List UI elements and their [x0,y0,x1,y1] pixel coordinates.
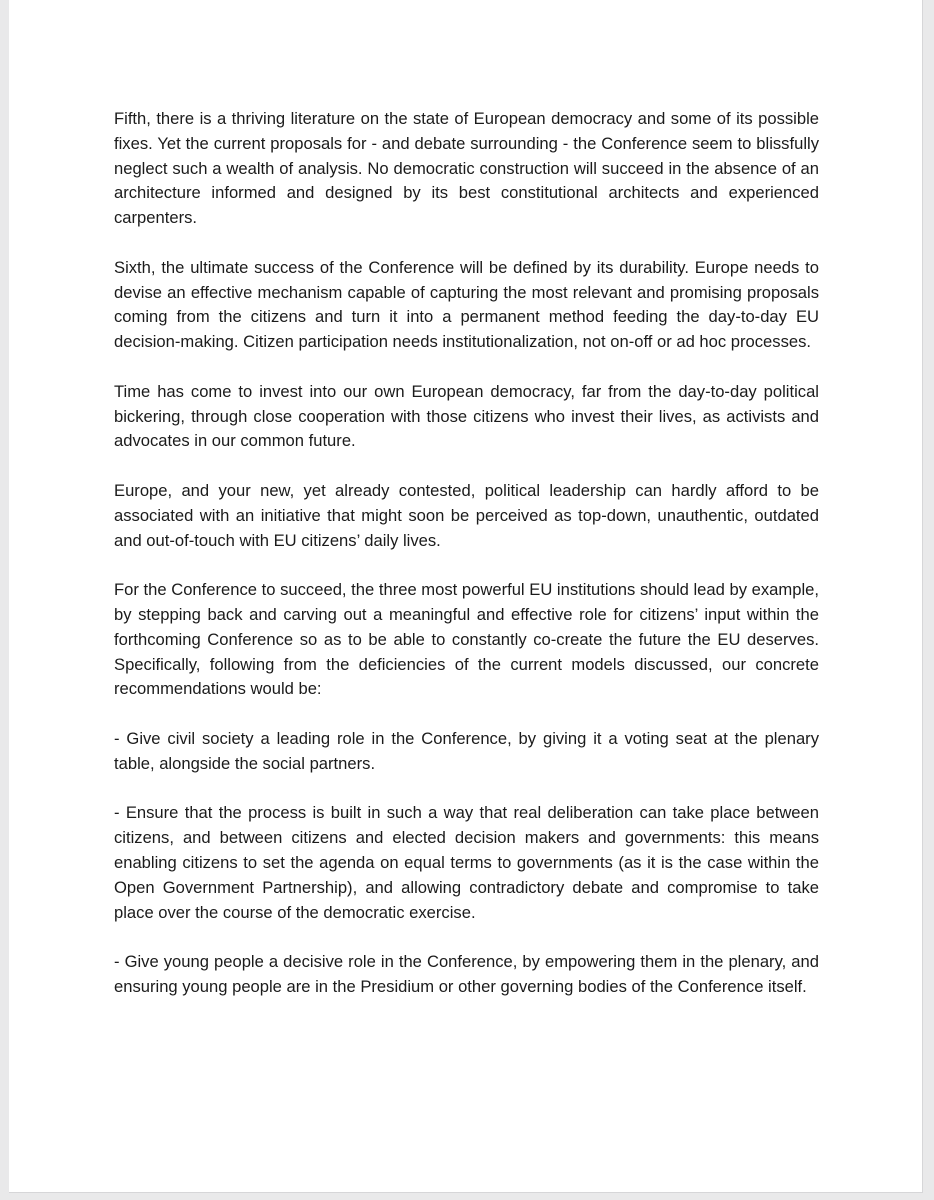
paragraph-fifth: Fifth, there is a thriving literature on the state of European democracy and some of its possible fixes. Yet the current proposals for - and debate surrounding - the Conference seem to blissfully neglect such a wealth of analysis. No democratic construction will succeed in the absence of an architecture informed and designed by its best constitutional architects and experienced carpenters. [114,109,819,228]
paragraph-sixth: Sixth, the ultimate success of the Conference will be defined by its durability. Europe needs to devise an effective mechanism capable of capturing the most relevant and promising proposals coming from the citizens and turn it into a permanent method feeding the day-to-day EU decision-making. Citizen participation needs institutionalization, not on-off or ad hoc processes. [114,257,819,352]
paragraph-invest: Time has come to invest into our own European democracy, far from the day-to-day political bickering, through close cooperation with those citizens who invest their lives, as activists and advocates in our common future. [114,381,819,451]
document-page [9,0,923,1193]
recommendation-civil-society: - Give civil society a leading role in the Conference, by giving it a voting seat at the plenary table, alongside the social partners. [114,728,819,773]
recommendation-deliberation: - Ensure that the process is built in such a way that real deliberation can take place between citizens, and between citizens and elected decision makers and governments: this means enabling citizens to set the agenda on equal terms to governments (as it is the case within the Open Government Partnership), and allowing contradictory debate and compromise to take place over the course of the democratic exercise. [114,803,819,922]
paragraph-leadership: Europe, and your new, yet already contested, political leadership can hardly afford to be associated with an initiative that might soon be perceived as top-down, unauthentic, outdated and out-of-touch with EU citizens’ daily lives. [114,480,819,550]
document-body [114,107,819,1024]
recommendation-young-people: - Give young people a decisive role in the Conference, by empowering them in the plenary, and ensuring young people are in the Presidium or other governing bodies of the Conference itself. [114,952,819,996]
paragraph-recommendations-intro: For the Conference to succeed, the three most powerful EU institutions should lead by example, by stepping back and carving out a meaningful and effective role for citizens’ input within the forthcoming Conference so as to be able to constantly co-create the future the EU deserves. Specifically, following from the deficiencies of the current models discussed, our concrete recommendations would be: [114,580,819,699]
